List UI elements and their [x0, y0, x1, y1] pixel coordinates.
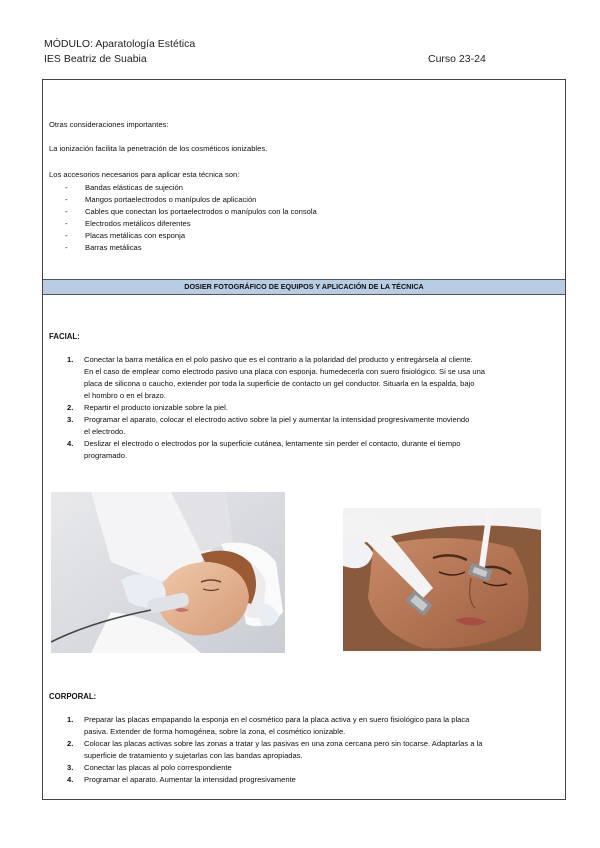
- facial-treatment-photo-2: [343, 508, 541, 651]
- step-number: 3.: [67, 415, 74, 424]
- list-item: - Bandas elásticas de sujeción: [59, 182, 317, 194]
- step-number: 3.: [67, 763, 74, 772]
- photo-dossier-band: DOSIER FOTOGRÁFICO DE EQUIPOS Y APLICACIÓN DE LA TÉCNICA: [43, 279, 565, 295]
- list-item: - Electrodos metálicos diferentes: [59, 218, 317, 230]
- step-line: Preparar las placas empapando la esponja en el cosmético para la placa activa y en suero fisiológico para la placa: [84, 715, 470, 724]
- facial-heading: FACIAL:: [49, 332, 80, 341]
- step-line: el electrodo.: [84, 427, 126, 436]
- list-item: - Cables que conectan los portaelectrodos o manípulos con la consola: [59, 206, 317, 218]
- course-label: Curso 23-24: [428, 53, 486, 65]
- considerations-title: Otras consideraciones importantes:: [49, 120, 169, 129]
- step-line: En el caso de emplear como electrodo pasivo una placa con esponja. humedecerla con suero fisiológico. Si se usa una: [84, 367, 486, 376]
- list-item: [67, 774, 562, 786]
- list-item: [67, 414, 562, 438]
- accessories-intro: Los accesorios necesarios para aplicar esta técnica son:: [49, 170, 240, 179]
- step-line: Colocar las placas activas sobre las zonas a tratar y las pasivas en una zona cercana pero sin tocarse. Adaptarlas a la: [84, 739, 483, 748]
- corporal-steps: [67, 714, 562, 786]
- step-line: Conectar la barra metálica en el polo pasivo que es el contrario a la polaridad del producto y entregársela al cliente.: [84, 355, 473, 364]
- facial-treatment-photo-1: [51, 492, 285, 653]
- list-item: - Barras metálicas: [59, 242, 317, 254]
- step-line: Programar el aparato, colocar el electrodo activo sobre la piel y aumentar la intensidad progresivamente moviendo: [84, 415, 470, 424]
- corporal-heading: CORPORAL:: [49, 692, 97, 701]
- list-item: [67, 354, 562, 402]
- step-line: Programar el aparato. Aumentar la intensidad progresivamente: [84, 775, 296, 784]
- step-number: 2.: [67, 403, 74, 412]
- step-number: 1.: [67, 715, 74, 724]
- list-item: [67, 738, 562, 762]
- step-line: pasiva. Extender de forma homogénea, sobre la zona, el cosmético ionizable.: [84, 727, 346, 736]
- school-name: IES Beatriz de Suabia: [44, 53, 147, 65]
- step-number: 2.: [67, 739, 74, 748]
- list-item: - Placas metálicas con esponja: [59, 230, 317, 242]
- ionization-text: La ionización facilita la penetración de los cosméticos ionizables.: [49, 144, 268, 153]
- step-line: superficie de tratamiento y sujetarlas con las bandas apropiadas.: [84, 751, 303, 760]
- step-line: placa de silicona o caucho, extender por toda la superficie de contacto un gel conductor. Situarla en la espalda, bajo: [84, 379, 475, 388]
- step-number: 4.: [67, 775, 74, 784]
- content-frame: [42, 79, 566, 800]
- step-line: Repartir el producto ionizable sobre la piel.: [84, 403, 228, 412]
- step-line: Conectar las placas al polo correspondiente: [84, 763, 232, 772]
- step-line: programado.: [84, 451, 128, 460]
- facial-photo-1-image: [51, 492, 285, 653]
- facial-photo-2-image: [343, 508, 541, 651]
- step-number: 1.: [67, 355, 74, 364]
- list-item: [67, 402, 562, 414]
- accessories-list: [59, 182, 317, 254]
- list-item: [67, 762, 562, 774]
- list-item: [67, 714, 562, 738]
- list-item: - Mangos portaelectrodos o manípulos de aplicación: [59, 194, 317, 206]
- step-line: Deslizar el electrodo o electrodos por la superficie cutánea, lentamente sin perder el contacto, durante el tiempo: [84, 439, 461, 448]
- facial-steps: [67, 354, 562, 462]
- list-item: [67, 438, 562, 462]
- step-number: 4.: [67, 439, 74, 448]
- module-title: MÓDULO: Aparatología Estética: [44, 38, 196, 50]
- step-line: el hombro o en el brazo.: [84, 391, 166, 400]
